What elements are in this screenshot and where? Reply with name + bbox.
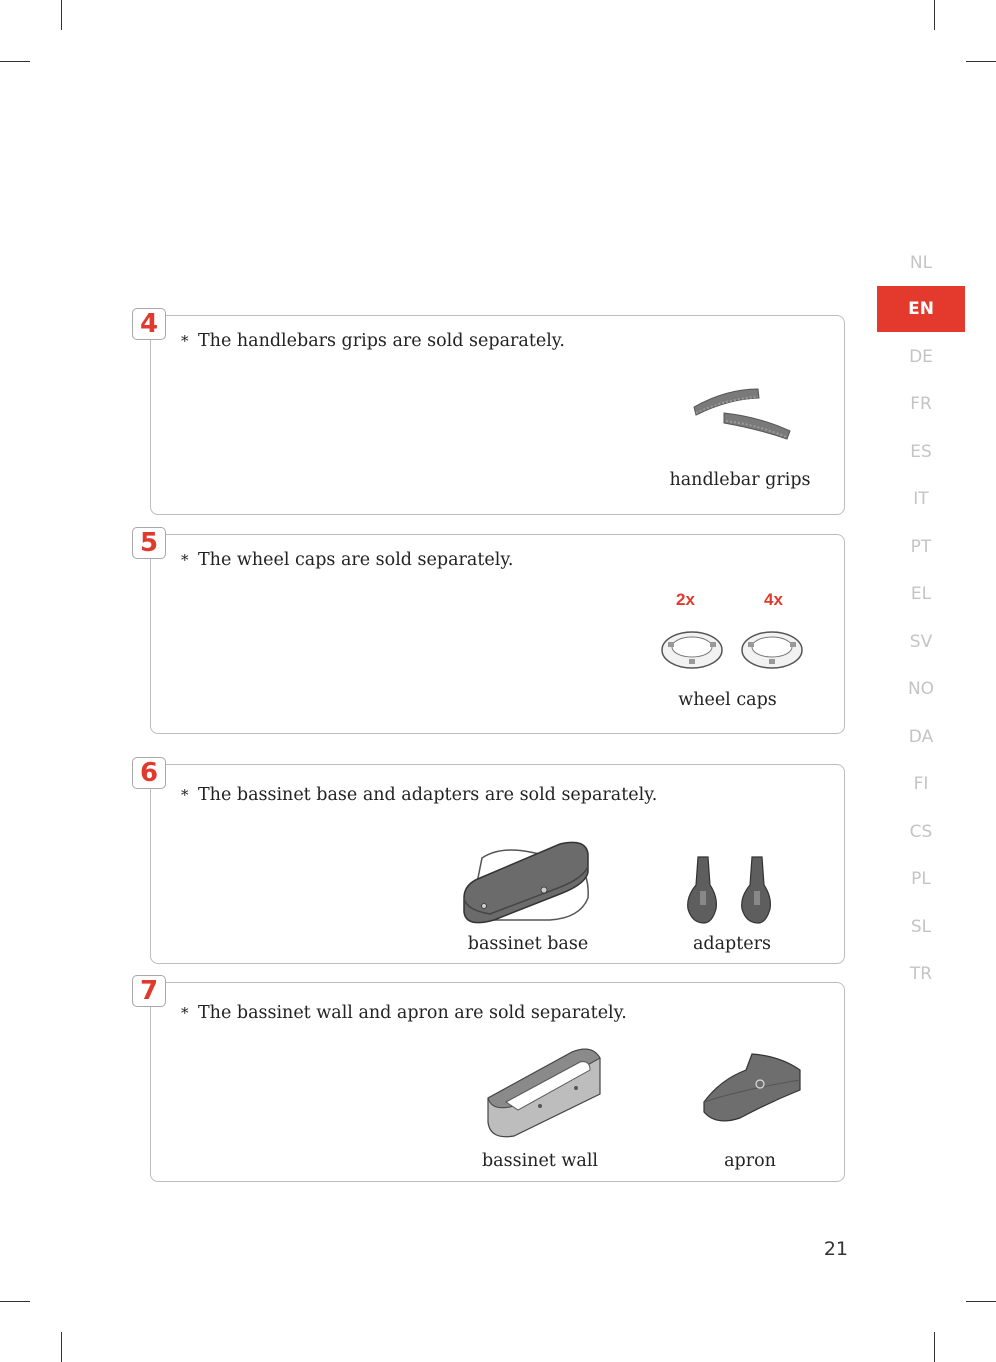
step-number: 7 [132,975,166,1007]
item-caption: apron [724,1151,776,1171]
step-number: 5 [132,527,166,559]
crop-mark [966,1301,996,1302]
crop-mark [0,1301,30,1302]
crop-mark [966,61,996,62]
section-note [181,785,657,805]
language-tab-sl[interactable]: SL [910,917,932,937]
note-text: The wheel caps are sold separately. [198,550,514,570]
page-number: 21 [823,1238,848,1260]
language-tab-fr[interactable]: FR [910,394,932,414]
asterisk: * [181,786,189,804]
item-caption: bassinet base [467,934,589,954]
item-caption: bassinet wall [481,1151,599,1171]
asterisk: * [181,551,189,569]
quantity-label: 4x [764,590,783,609]
language-tab-es[interactable]: ES [910,442,932,462]
asterisk: * [181,1004,189,1022]
crop-mark [61,0,62,30]
language-tab-de[interactable]: DE [909,347,933,367]
bassinet-wall-icon [482,1044,607,1139]
item-caption: wheel caps [678,690,777,710]
language-tab-nl[interactable]: NL [909,253,933,273]
language-tab-sv[interactable]: SV [909,632,933,652]
language-tab-fi[interactable]: FI [913,774,929,794]
crop-mark [934,0,935,30]
language-tab-da[interactable]: DA [908,727,934,747]
item-caption: handlebar grips [669,470,811,490]
crop-mark [61,1332,62,1362]
language-tab-it[interactable]: IT [913,489,929,509]
language-tab-el[interactable]: EL [910,584,932,604]
language-tab-en[interactable]: EN [877,286,965,332]
step-number: 4 [132,308,166,340]
quantity-label: 2x [676,590,695,609]
note-text: The bassinet base and adapters are sold separately. [198,785,658,805]
note-text: The bassinet wall and apron are sold separately. [198,1003,627,1023]
language-tab-no[interactable]: NO [907,679,935,699]
handlebar-grips-icon [688,385,798,445]
step-number: 6 [132,757,166,789]
apron-icon [700,1050,805,1125]
bassinet-base-icon [460,838,595,928]
crop-mark [934,1332,935,1362]
section-note [181,331,565,351]
note-text: The handlebars grips are sold separately. [198,331,565,351]
section-note [181,550,513,570]
crop-mark [0,61,30,62]
asterisk: * [181,332,189,350]
language-tab-tr[interactable]: TR [909,964,933,984]
wheel-caps-icon [658,626,808,676]
section-note [181,1003,627,1023]
language-tab-pt[interactable]: PT [910,537,932,557]
item-caption: adapters [692,934,771,954]
language-tab-cs[interactable]: CS [909,822,933,842]
language-tab-pl[interactable]: PL [911,869,931,889]
adapters-icon [684,855,779,925]
